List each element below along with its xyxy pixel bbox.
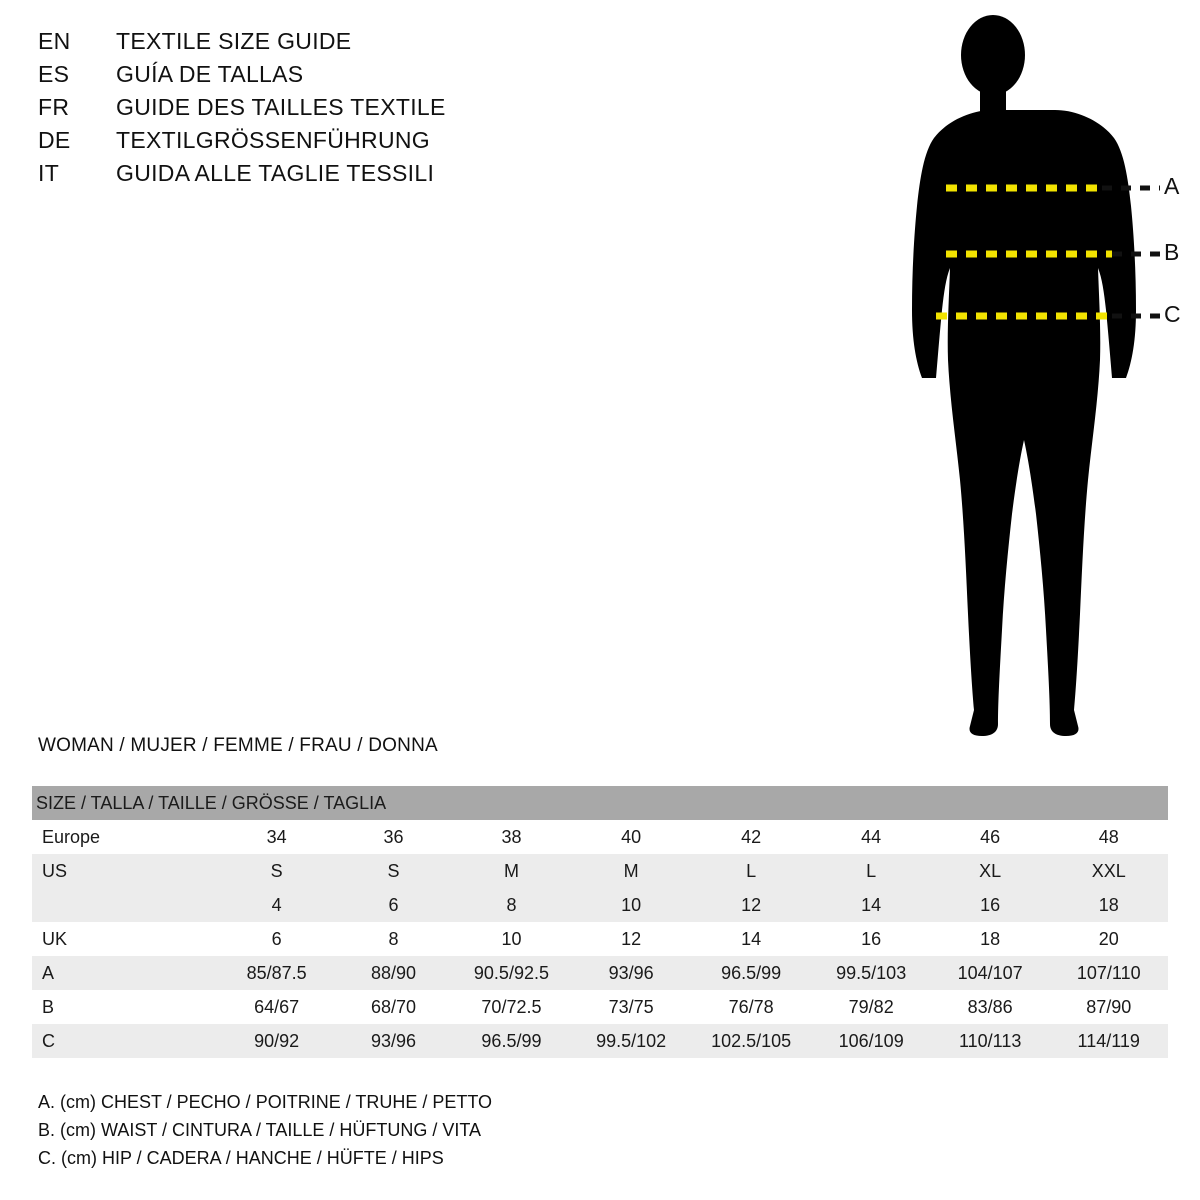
title-lang-code: ES (38, 61, 70, 87)
title-lang-code: IT (38, 160, 60, 186)
cell: 76/78 (728, 996, 774, 1017)
cell: 90/92 (254, 1030, 300, 1051)
table-header-label: SIZE / TALLA / TAILLE / GRÖSSE / TAGLIA (36, 792, 387, 813)
title-text: GUIDA ALLE TAGLIE TESSILI (116, 160, 435, 186)
cell: 42 (741, 826, 762, 847)
section-title-woman: WOMAN / MUJER / FEMME / FRAU / DONNA (38, 735, 438, 756)
cell: L (866, 860, 877, 881)
row-label: C (42, 1030, 55, 1051)
cell: 48 (1098, 826, 1119, 847)
cell: 99.5/102 (596, 1030, 667, 1051)
title-row (38, 94, 678, 127)
row-label: UK (42, 928, 68, 949)
title-lang-code: DE (38, 127, 71, 153)
title-row (38, 160, 678, 193)
cell: 68/70 (370, 996, 417, 1017)
measure-label-b: B (1164, 239, 1180, 265)
cell: 10 (621, 894, 642, 915)
cell: 104/107 (957, 962, 1023, 983)
row-label: A (42, 962, 55, 983)
cell: 90.5/92.5 (473, 962, 549, 983)
cell: 36 (383, 826, 404, 847)
cell: S (387, 860, 400, 881)
table-row (32, 1024, 1168, 1058)
cell: 114/119 (1077, 1030, 1140, 1051)
cell: 73/75 (608, 996, 654, 1017)
cell: 18 (980, 928, 1001, 949)
female-body-silhouette-icon (860, 10, 1190, 740)
size-table (32, 786, 1168, 1058)
cell: 38 (501, 826, 522, 847)
cell: 12 (621, 928, 642, 949)
body-figure-area (860, 10, 1190, 740)
cell: 102.5/105 (711, 1030, 792, 1051)
cell: 10 (501, 928, 522, 949)
table-row (32, 922, 1168, 956)
table-row (32, 956, 1168, 990)
cell: 64/67 (254, 996, 300, 1017)
cell: 14 (741, 928, 762, 949)
cell: 70/72.5 (481, 996, 542, 1017)
footnotes (38, 1088, 492, 1172)
cell: 6 (271, 928, 282, 949)
cell: 85/87.5 (246, 962, 307, 983)
table-row (32, 854, 1168, 888)
table-row (32, 820, 1168, 854)
row-label: B (42, 996, 55, 1017)
cell: 4 (271, 894, 282, 915)
title-text: TEXTILE SIZE GUIDE (116, 28, 352, 54)
cell: 34 (266, 826, 287, 847)
cell: 16 (861, 928, 882, 949)
row-label: Europe (42, 826, 101, 847)
footnote-chest: A. (cm) CHEST / PECHO / POITRINE / TRUHE / PETTO (38, 1092, 493, 1112)
measure-label-a: A (1164, 173, 1180, 199)
cell: 16 (980, 894, 1001, 915)
cell: 44 (861, 826, 882, 847)
cell: 79/82 (848, 996, 894, 1017)
cell: 96.5/99 (721, 962, 782, 983)
cell: 93/96 (370, 1030, 417, 1051)
row-label (32, 888, 218, 922)
cell: 8 (388, 928, 399, 949)
cell: 40 (621, 826, 642, 847)
cell: M (623, 860, 639, 881)
cell: 110/113 (958, 1030, 1022, 1051)
cell: XL (979, 860, 1002, 881)
cell: M (503, 860, 519, 881)
title-lang-code: FR (38, 94, 70, 120)
cell: 107/110 (1076, 962, 1141, 983)
cell: 46 (980, 826, 1001, 847)
cell: 14 (861, 894, 882, 915)
cell: L (746, 860, 757, 881)
cell: 18 (1098, 894, 1119, 915)
cell: 20 (1098, 928, 1119, 949)
table-row (32, 888, 1168, 922)
cell: 96.5/99 (481, 1030, 542, 1051)
table-header-row (32, 786, 1168, 820)
cell: 83/86 (967, 996, 1013, 1017)
cell: 88/90 (370, 962, 417, 983)
title-row (38, 28, 678, 61)
cell: 93/96 (608, 962, 654, 983)
cell: XXL (1091, 860, 1126, 881)
title-text: TEXTILGRÖSSENFÜHRUNG (116, 127, 430, 153)
title-row (38, 61, 678, 94)
title-text: GUÍA DE TALLAS (116, 61, 304, 87)
cell: 12 (741, 894, 762, 915)
cell: 6 (388, 894, 399, 915)
title-row (38, 127, 678, 160)
title-block (38, 28, 678, 193)
cell: 8 (506, 894, 517, 915)
cell: 99.5/103 (836, 962, 907, 983)
title-text: GUIDE DES TAILLES TEXTILE (116, 94, 446, 120)
title-lang-code: EN (38, 28, 71, 54)
row-label: US (42, 860, 68, 881)
cell: 87/90 (1086, 996, 1132, 1017)
measure-label-c: C (1164, 301, 1181, 327)
cell: 106/109 (838, 1030, 904, 1051)
footnote-waist: B. (cm) WAIST / CINTURA / TAILLE / HÜFTUNG / VITA (38, 1120, 482, 1140)
footnote-hip: C. (cm) HIP / CADERA / HANCHE / HÜFTE / HIPS (38, 1148, 444, 1168)
table-row (32, 990, 1168, 1024)
cell: S (270, 860, 283, 881)
